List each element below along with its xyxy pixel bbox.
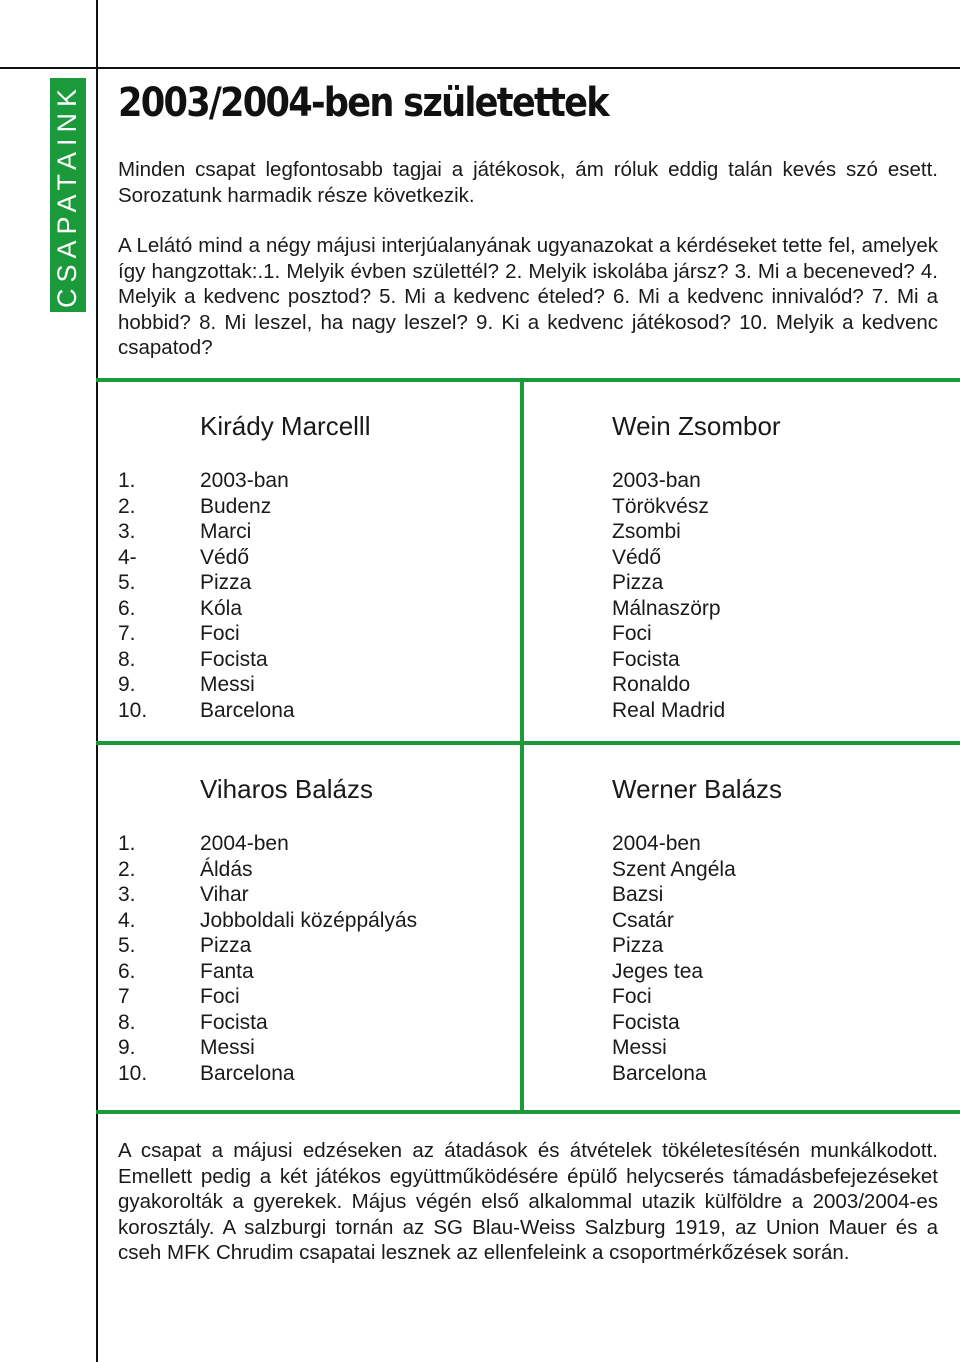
question-number: 2. bbox=[118, 494, 136, 518]
answer-text: Bazsi bbox=[612, 883, 664, 906]
grid-line-bottom bbox=[96, 1110, 960, 1114]
question-number: 3. bbox=[118, 520, 136, 543]
answer-text: Vihar bbox=[200, 883, 249, 906]
grid-line-middle bbox=[96, 741, 960, 745]
answer-text: Kóla bbox=[200, 596, 243, 620]
grid-divider-upper bbox=[520, 380, 524, 743]
answer-text: Focista bbox=[612, 647, 680, 671]
answer-text: Pizza bbox=[612, 934, 664, 957]
questions-paragraph: A Lelátó mind a négy májusi interjúalanyának ugyanazokat a kérdéseket tette fel, amelyek így hangzottak:.1. Melyik évben születtél? 2. Melyik iskolába jársz? 3. Mi a beceneved? 4. Melyik a kedvenc posztod? 5. Mi a kedvenc ételed? 6. Mi a kedvenc innivalód? 7. Mi a hobbid? 8. Mi leszel, ha nagy leszel? 9. Ki a kedvenc játékosod? 10. Melyik a kedvenc csapatod? bbox=[118, 234, 938, 359]
answer-text: Messi bbox=[200, 1036, 255, 1059]
answer-text: Focista bbox=[200, 1010, 268, 1034]
question-number: 9. bbox=[118, 1036, 136, 1059]
question-number: 10. bbox=[118, 698, 148, 722]
question-number: 6. bbox=[118, 596, 136, 620]
question-number: 3. bbox=[118, 883, 136, 906]
answer-text: Barcelona bbox=[612, 1061, 707, 1085]
player-name-werner: Werner Balázs bbox=[612, 774, 783, 804]
answer-text: Zsombi bbox=[612, 520, 681, 543]
question-number: 1. bbox=[118, 469, 136, 492]
answer-text: Focista bbox=[200, 647, 268, 671]
answer-text: 2004-ben bbox=[200, 832, 289, 855]
question-number: 5. bbox=[118, 571, 136, 594]
answer-text: Foci bbox=[612, 985, 652, 1008]
answer-text: Törökvész bbox=[612, 494, 709, 518]
closing-paragraph: A csapat a májusi edzéseken az átadások és átvételek tökéletesítésén munkálkodott. Emellett pedig a két játékos együttműködésére épülő helycserés támadásbefejezéseket gyakorolták a gyerekek. Május végén első alkalommal utazik külföldre a 2003/2004-es korosztály. A salzburgi tornán az SG Blau-Weiss Salzburg 1919, az Union Mauer és a cseh MFK Chrudim csapatai lesznek az ellenfeleink a csoportmérkőzések során. bbox=[118, 1139, 938, 1264]
answer-text: Foci bbox=[612, 622, 652, 645]
answer-text: Pizza bbox=[200, 934, 252, 957]
answer-text: Fanta bbox=[200, 959, 254, 983]
question-number: 5. bbox=[118, 934, 136, 957]
answer-text: 2003-ban bbox=[612, 469, 701, 492]
answer-text: Jeges tea bbox=[612, 959, 704, 983]
player-answers-werner bbox=[612, 831, 736, 1086]
answer-text: Barcelona bbox=[200, 698, 295, 722]
answer-text: 2003-ban bbox=[200, 469, 289, 492]
answer-text: 2004-ben bbox=[612, 832, 701, 855]
answer-text: Jobboldali középpályás bbox=[200, 908, 418, 932]
answer-text: Barcelona bbox=[200, 1061, 295, 1085]
question-number: 1. bbox=[118, 832, 136, 855]
answer-text: Real Madrid bbox=[612, 698, 726, 722]
answer-text: Focista bbox=[612, 1010, 680, 1034]
page-title: 2003/2004-ben születettek bbox=[118, 80, 608, 126]
section-tab bbox=[50, 78, 86, 312]
answer-text: Marci bbox=[200, 520, 252, 543]
question-number: 7 bbox=[118, 985, 130, 1008]
question-number: 10. bbox=[118, 1061, 148, 1085]
question-number: 4. bbox=[118, 908, 136, 932]
question-number: 4- bbox=[118, 545, 137, 569]
question-number: 8. bbox=[118, 647, 136, 671]
answer-text: Védő bbox=[200, 545, 250, 569]
answer-text: Pizza bbox=[200, 571, 252, 594]
player-name-wein: Wein Zsombor bbox=[612, 411, 781, 441]
answer-text: Csatár bbox=[612, 908, 674, 932]
player-name-kirady: Kirády Marcelll bbox=[200, 411, 371, 441]
answer-text: Foci bbox=[200, 622, 240, 645]
answer-text: Szent Angéla bbox=[612, 857, 736, 881]
player-name-viharos: Viharos Balázs bbox=[200, 774, 373, 804]
left-margin-rule bbox=[96, 0, 98, 1362]
top-margin-rule bbox=[0, 67, 960, 69]
grid-divider-lower bbox=[520, 743, 524, 1112]
answer-text: Ronaldo bbox=[612, 673, 691, 696]
answer-text: Messi bbox=[200, 673, 255, 696]
question-number: 7. bbox=[118, 622, 136, 645]
question-number: 9. bbox=[118, 673, 136, 696]
answer-text: Foci bbox=[200, 985, 240, 1008]
answer-text: Védő bbox=[612, 545, 662, 569]
question-number: 6. bbox=[118, 959, 136, 983]
grid-line-top bbox=[96, 378, 960, 382]
intro-paragraph: Minden csapat legfontosabb tagjai a játékosok, ám róluk eddig talán kevés szó esett. Sorozatunk harmadik része következik. bbox=[118, 158, 938, 207]
answer-text: Áldás bbox=[200, 857, 253, 881]
player-answers-wein bbox=[612, 468, 725, 723]
question-number: 2. bbox=[118, 857, 136, 881]
answer-text: Messi bbox=[612, 1036, 667, 1059]
question-number: 8. bbox=[118, 1010, 136, 1034]
section-tab-label: CSAPATAINK bbox=[52, 82, 83, 308]
answer-text: Budenz bbox=[200, 494, 272, 518]
answer-text: Pizza bbox=[612, 571, 664, 594]
answer-text: Málnaszörp bbox=[612, 596, 721, 620]
